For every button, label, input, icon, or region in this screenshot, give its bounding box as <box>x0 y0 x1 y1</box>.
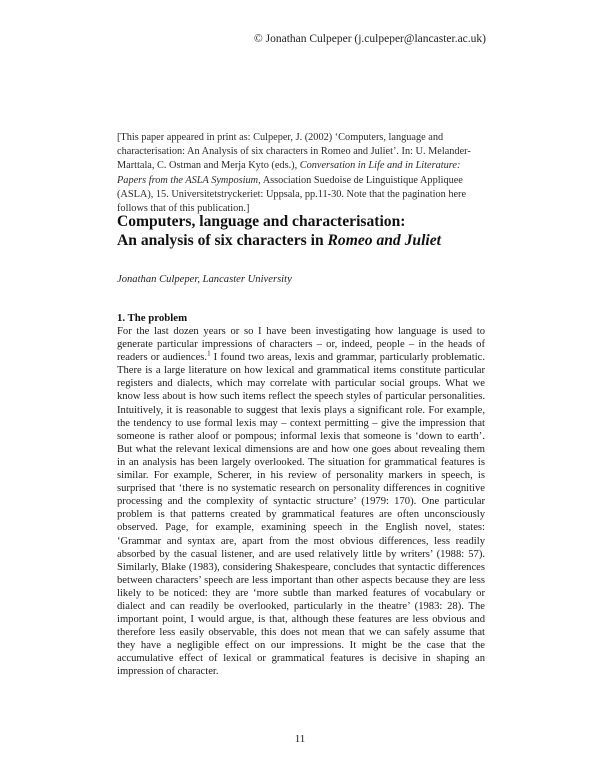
body-text-rest: I found two areas, lexis and grammar, particularly problematic. There is a large literature on how lexical and grammatical items constitute particular registers and dialects, which may correlate with particular social groups. What we know less about is how such items reflect the speech styles of particular personalities. Intuitively, it is reasonable to suggest that lexis plays a significant role. For example, the tendency to use formal lexis may – context permitting – give the impression that someone is rather aloof or pompous; informal lexis that someone is ‘down to earth’. But what the relevant lexical dimensions are and how one goes about revealing them in an analysis has been largely overlooked. The situation for grammatical features is similar. For example, Scherer, in his review of personality markers in speech, is surprised that ‘there is no systematic research on personality differences in cognitive processing and the complexity of syntactic structure’ (1979: 170). One particular problem is that patterns created by grammatical features are often unconsciously observed. Page, for example, examining speech in the English novel, states: ‘Grammar and syntax are, apart from the most obvious differences, less readily absorbed by the casual listener, and are used relatively little by writers’ (1988: 57). Similarly, Blake (1983), considering Shakespeare, concludes that syntactic differences between characters’ speech are less important than other aspects because they are less likely to be noticed: they are ‘more subtle than marked features of vocabulary or dialect and can readily be overlooked, particularly in the theatre’ (1983: 28). The important point, I would argue, is that, although these features are less obvious and therefore less easily observable, this does not mean that we can safely assume that they have a negligible effect on our impressions. It might be the case that the accumulative effect of lexical or grammatical features is decisive in shaping an impression of character. <box>117 352 485 678</box>
body-text-start: For the last dozen years or so I have been investigating how language is used to generate particular impressions of characters – or, indeed, people – in the heads of readers or audiences. <box>117 326 485 364</box>
footnote-marker[interactable]: 1 <box>207 349 211 358</box>
paper-title <box>117 212 497 250</box>
author-line: Jonathan Culpeper, Lancaster University <box>117 274 292 285</box>
copyright-notice: © Jonathan Culpeper (j.culpeper@lancaster.ac.uk) <box>254 33 486 45</box>
publication-note-text-end: , Association Suedoise de Linguistique Appliquee (ASLA), 15. Universitetstryckeriet: Uppsala, pp.11-30. Note that the pagination here follows that of this publication.] <box>117 174 467 215</box>
page-number: 11 <box>294 733 306 745</box>
publication-note-book-title: Conversation in Life and in Literature: Papers from the ASLA Symposium <box>117 160 461 186</box>
publication-note <box>117 131 485 216</box>
section-heading: 1. The problem <box>117 312 188 324</box>
paper-title-play-name: Romeo and Juliet <box>327 232 442 249</box>
paper-title-line-2 <box>117 231 497 250</box>
body-paragraph <box>117 325 485 679</box>
paper-title-prefix: An analysis of six characters in <box>117 232 328 249</box>
paper-title-line-1: Computers, language and characterisation: <box>117 213 406 230</box>
publication-note-text: [This paper appeared in print as: Culpeper, J. (2002) ‘Computers, language and characterisation: An Analysis of six characters in Romeo and Juliet’. In: U. Melander-Marttala, C. Ostman and Merja Kyto (eds.), <box>117 132 471 172</box>
